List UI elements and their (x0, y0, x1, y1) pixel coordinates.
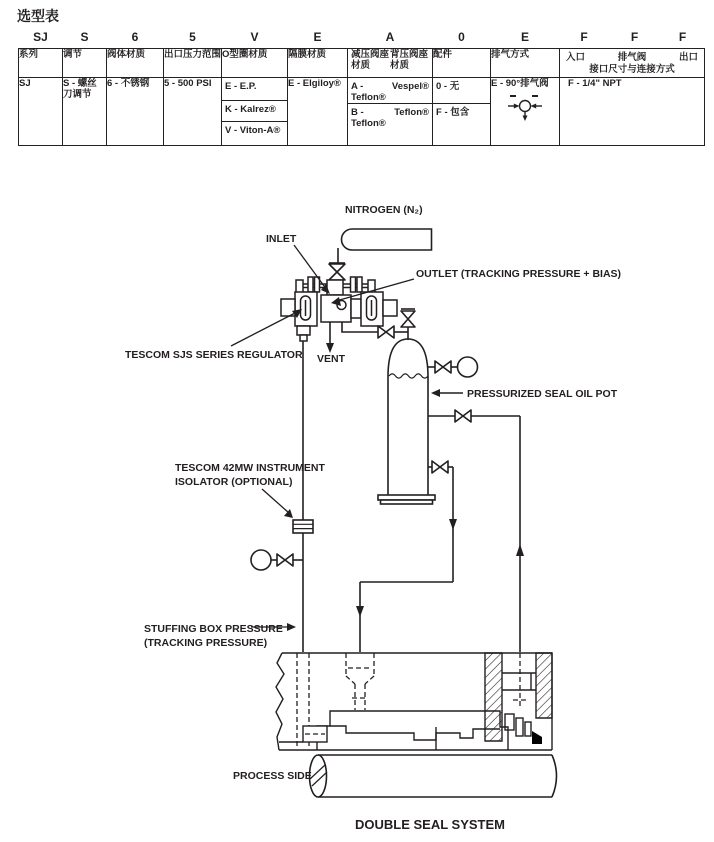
header-conn-vent: 排气阀 (617, 51, 647, 63)
cell-adjust: S - 螺丝刀调节 (63, 77, 107, 145)
pot-gauge (428, 357, 478, 377)
stuffing-label-line1: STUFFING BOX PRESSURE (144, 623, 283, 635)
isolator-label-line2: ISOLATOR (OPTIONAL) (175, 476, 293, 488)
seat-option-left: B - Teflon® (351, 106, 386, 130)
header-outlet-pressure: 出口压力范围 (164, 48, 222, 77)
left-bonnet (297, 326, 310, 335)
header-seat-back: 背压阀座材质 (390, 48, 429, 72)
cell-diaphragm: E - Elgiloy® (288, 77, 348, 145)
nitrogen-cylinder (342, 229, 432, 250)
process-side-label: PROCESS SIDE (233, 770, 312, 782)
stuffing-label-line2: (TRACKING PRESSURE) (144, 637, 268, 649)
code-cell: A (385, 29, 395, 44)
outlet-label: OUTLET (TRACKING PRESSURE + BIAS) (416, 268, 622, 280)
oring-option: V - Viton-A® (225, 124, 281, 136)
header-series: 系列 (19, 48, 63, 77)
seal-oil-pot (356, 339, 618, 652)
right-stub-pipe (383, 300, 397, 316)
code-cell: E (520, 29, 529, 44)
regulator-body (321, 295, 351, 322)
header-seat-reduce: 减压阀座材质 (351, 48, 390, 72)
pot-label-group (431, 388, 618, 400)
code-cell: V (250, 29, 259, 44)
header-conn-line2: 接口尺寸与连接方式 (589, 64, 675, 76)
nitrogen-label: NITROGEN (N₂) (345, 204, 423, 216)
code-cell: F (678, 29, 687, 44)
header-oring: O型圈材质 (222, 48, 288, 77)
table-title: 选型表 (17, 8, 59, 24)
liquid-level (389, 374, 428, 378)
header-vent-style: 排气方式 (491, 48, 560, 77)
header-accessory: 配件 (433, 48, 491, 77)
hex-nut-icon (357, 277, 362, 292)
code-cell: F (580, 29, 588, 44)
header-conn-inlet: 入口 (566, 51, 586, 63)
pot-return-line (428, 410, 524, 652)
accessory-option: F - 包含 (436, 106, 470, 118)
regulator-label: TESCOM SJS SERIES REGULATOR (125, 349, 303, 361)
center-port (346, 653, 374, 710)
oring-option: K - Kalrez® (222, 101, 287, 122)
accessory-option: 0 - 无 (433, 78, 490, 104)
hex-nut-icon (308, 277, 313, 292)
seal-pot-label: PRESSURIZED SEAL OIL POT (467, 388, 618, 400)
isolator-label-line1: TESCOM 42MW INSTRUMENT (175, 462, 325, 474)
break-edge (276, 653, 284, 750)
cell-outlet-pressure: 5 - 500 PSI (164, 77, 222, 145)
oring-option: E - E.P. (222, 78, 287, 101)
right-connector (351, 299, 361, 318)
header-body-material: 阀体材质 (107, 48, 164, 77)
header-diaphragm: 隔膜材质 (288, 48, 348, 77)
cell-body-material: 6 - 不锈钢 (107, 77, 164, 145)
seat-option-right: Teflon® (394, 106, 429, 118)
vent-option-label: E - 90°排气阀 (491, 77, 549, 89)
header-adjust: 调节 (63, 48, 107, 77)
shaft-end (310, 755, 327, 797)
tracking-line (251, 341, 313, 652)
hex-nut-icon (351, 277, 356, 292)
seal-cartridge (279, 711, 508, 750)
tracking-gauge (251, 550, 303, 570)
isolator-icon (293, 520, 313, 533)
seal-housing (276, 653, 552, 750)
gauge-icon (251, 550, 271, 570)
seat-option-right: Vespel® (391, 80, 429, 92)
code-cell: F (630, 29, 639, 44)
code-cell: S (80, 29, 89, 44)
cell-series: SJ (19, 77, 63, 145)
hatch-band (536, 653, 552, 718)
code-cell: 6 (131, 29, 139, 44)
header-conn-outlet: 出口 (678, 51, 698, 63)
code-cell: 5 (189, 29, 196, 44)
pot-supply-line (356, 461, 457, 652)
pot-top-valve-icon (401, 309, 415, 332)
n2-valve-icon (329, 263, 345, 280)
shaft (233, 755, 557, 797)
code-cell: 0 (458, 29, 465, 44)
diagram-title: DOUBLE SEAL SYSTEM (354, 817, 506, 832)
hatch-band (485, 653, 502, 741)
seat-option-left: A - Teflon® (351, 80, 386, 104)
inlet-label: INLET (266, 233, 297, 245)
vent-label: VENT (316, 353, 346, 365)
gauge-icon (458, 357, 478, 377)
code-cell: SJ (33, 29, 48, 44)
cell-connection: F - 1/4" NPT (560, 77, 705, 145)
valve-icon (378, 326, 394, 338)
code-cell: E (313, 29, 322, 44)
